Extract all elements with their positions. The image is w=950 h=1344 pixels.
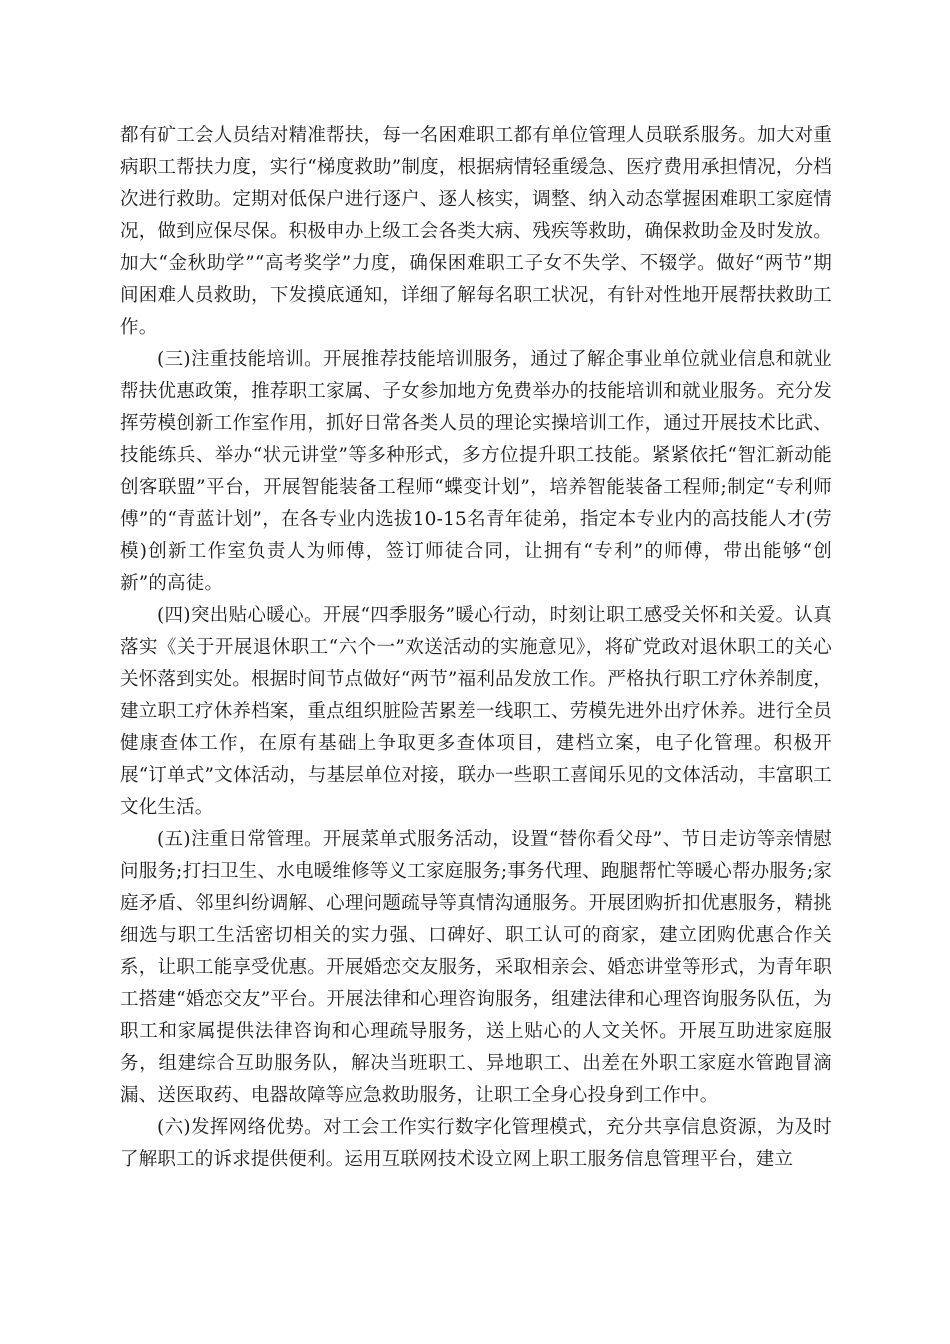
paragraph-section-4-caring: (四)突出贴心暖心。开展“四季服务”暖心行动，时刻让职工感受关怀和关爱。认真落实《关于开展退休职工“六个一”欢送活动的实施意见》，将矿党政对退休职工的关心关怀落到实处。根据时间节点做好“两节”福利品发放工作。严格执行职工疗休养制度，建立职工疗休养档案，重点组织脏险苦累差一线职工、劳模先进外出疗休养。进行全员健康查体工作，在原有基础上争取更多查体项目，建档立案，电子化管理。积极开展“订单式”文体活动，与基层单位对接，联办一些职工喜闻乐见的文体活动，丰富职工文化生活。 [120, 605, 832, 818]
paragraph-section-3-skills-training: (三)注重技能培训。开展推荐技能培训服务，通过了解企事业单位就业信息和就业帮扶优惠政策，推荐职工家属、子女参加地方免费举办的技能培训和就业服务。充分发挥劳模创新工作室作用，抓好日常各类人员的理论实操培训工作，通过开展技术比武、技能练兵、举办“状元讲堂”等多种形式，多方位提升职工技能。紧紧依托“智汇新动能创客联盟”平台，开展智能装备工程师“蝶变计划”，培养智能装备工程师;制定“专利师傅”的“青蓝计划”，在各专业内选拔10-15名青年徒弟，指定本专业内的高技能人才(劳模)创新工作室负责人为师傅，签订师徒合同，让拥有“专利”的师傅，带出能够“创新”的高徒。 [120, 349, 832, 594]
paragraph-section-5-daily-management: (五)注重日常管理。开展菜单式服务活动，设置“替你看父母”、节日走访等亲情慰问服务;打扫卫生、水电暖维修等义工家庭服务;事务代理、跑腿帮忙等暖心帮办服务;家庭矛盾、邻里纠纷调解、心理问题疏导等真情沟通服务。开展团购折扣优惠服务，精挑细选与职工生活密切相关的实力强、口碑好、职工认可的商家，建立团购优惠合作关系，让职工能享受优惠。开展婚恋交友服务，采取相亲会、婚恋讲堂等形式，为青年职工搭建“婚恋交友”平台。开展法律和心理咨询服务，组建法律和心理咨询服务队伍，为职工和家属提供法律咨询和心理疏导服务，送上贴心的人文关怀。开展互助进家庭服务，组建综合互助服务队，解决当班职工、异地职工、出差在外职工家庭水管跑冒滴漏、送医取药、电器故障等应急救助服务，让职工全身心投身到工作中。 [120, 829, 832, 1106]
paragraph-continuation: 都有矿工会人员结对精准帮扶，每一名困难职工都有单位管理人员联系服务。加大对重病职工帮扶力度，实行“梯度救助”制度，根据病情轻重缓急、医疗费用承担情况，分档次进行救助。定期对低保户进行逐户、逐人核实，调整、纳入动态掌握困难职工家庭情况，做到应保尽保。积极申办上级工会各类大病、残疾等救助，确保救助金及时发放。加大“金秋助学”“高考奖学”力度，确保困难职工子女不失学、不辍学。做好“两节”期间困难人员救助，下发摸底通知，详细了解每名职工状况，有针对性地开展帮扶救助工作。 [120, 125, 832, 338]
document-body [120, 120, 832, 1176]
paragraph-section-6-network: (六)发挥网络优势。对工会工作实行数字化管理模式，充分共享信息资源，为及时了解职工的诉求提供便利。运用互联网技术设立网上职工服务信息管理平台，建立 [120, 1117, 832, 1170]
